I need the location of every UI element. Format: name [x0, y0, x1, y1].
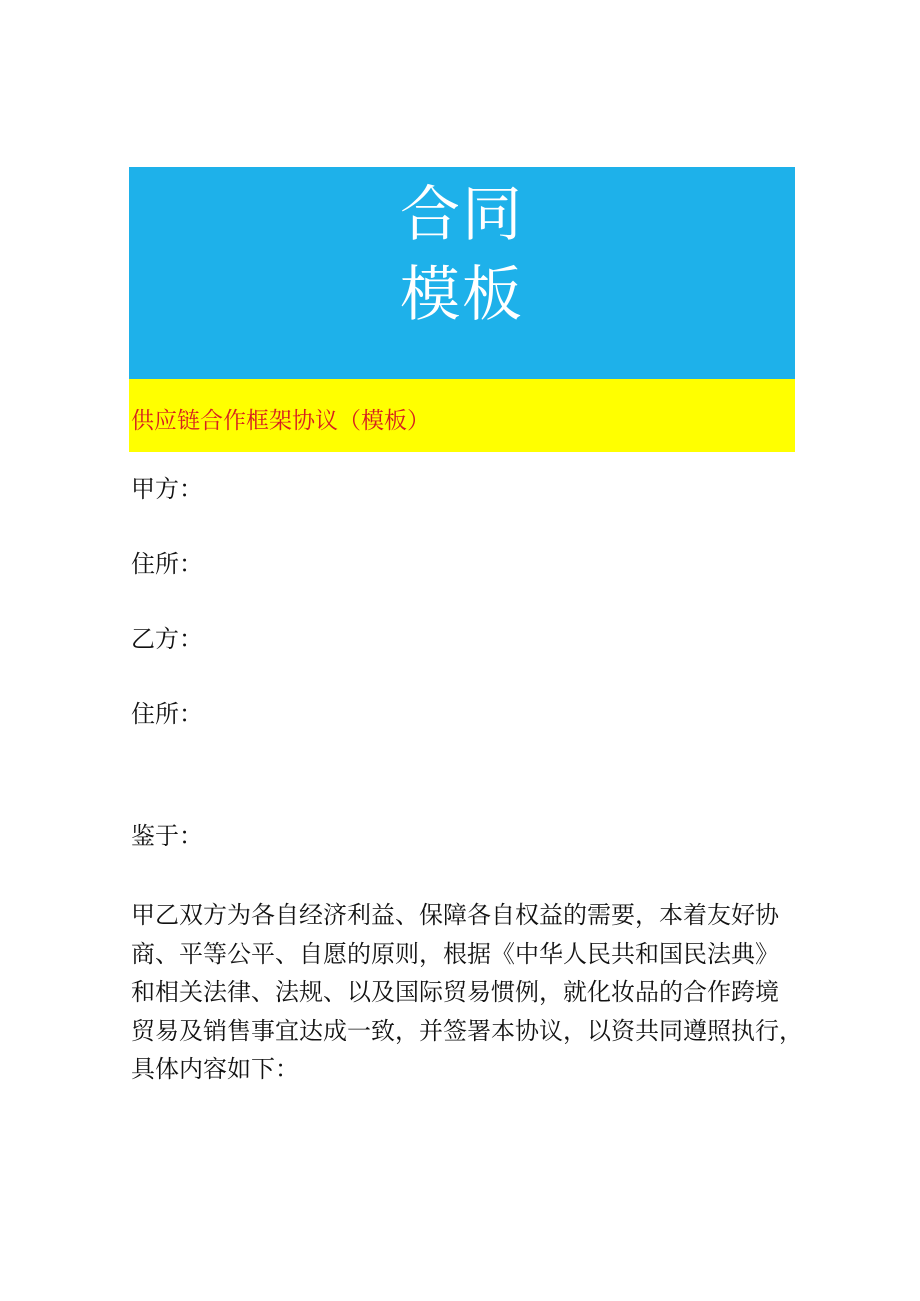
- document-subtitle: 供应链合作框架协议（模板）: [131, 408, 430, 434]
- cover-banner: [129, 167, 795, 379]
- party-a-label: 甲方：: [131, 475, 203, 503]
- preamble-line: 具体内容如下：: [131, 1055, 299, 1083]
- cover-title-line-1: 合同: [400, 180, 524, 250]
- whereas-label: 鉴于：: [131, 822, 203, 850]
- preamble-line: 商、平等公平、自愿的原则，根据《中华人民共和国民法典》: [131, 939, 779, 968]
- party-a-address-label: 住所：: [131, 550, 203, 578]
- preamble-line: 贸易及销售事宜达成一致，并签署本协议，以资共同遵照执行，: [131, 1016, 803, 1045]
- subtitle-bar: [129, 379, 795, 452]
- preamble-line: 甲乙双方为各自经济利益、保障各自权益的需要，本着友好协: [131, 901, 779, 929]
- cover-title-line-2: 模板: [400, 260, 524, 330]
- party-b-label: 乙方：: [131, 625, 203, 653]
- preamble-line: 和相关法律、法规、以及国际贸易惯例，就化妆品的合作跨境: [131, 978, 779, 1006]
- party-b-address-label: 住所：: [131, 700, 203, 728]
- preamble-paragraph: [131, 896, 801, 1089]
